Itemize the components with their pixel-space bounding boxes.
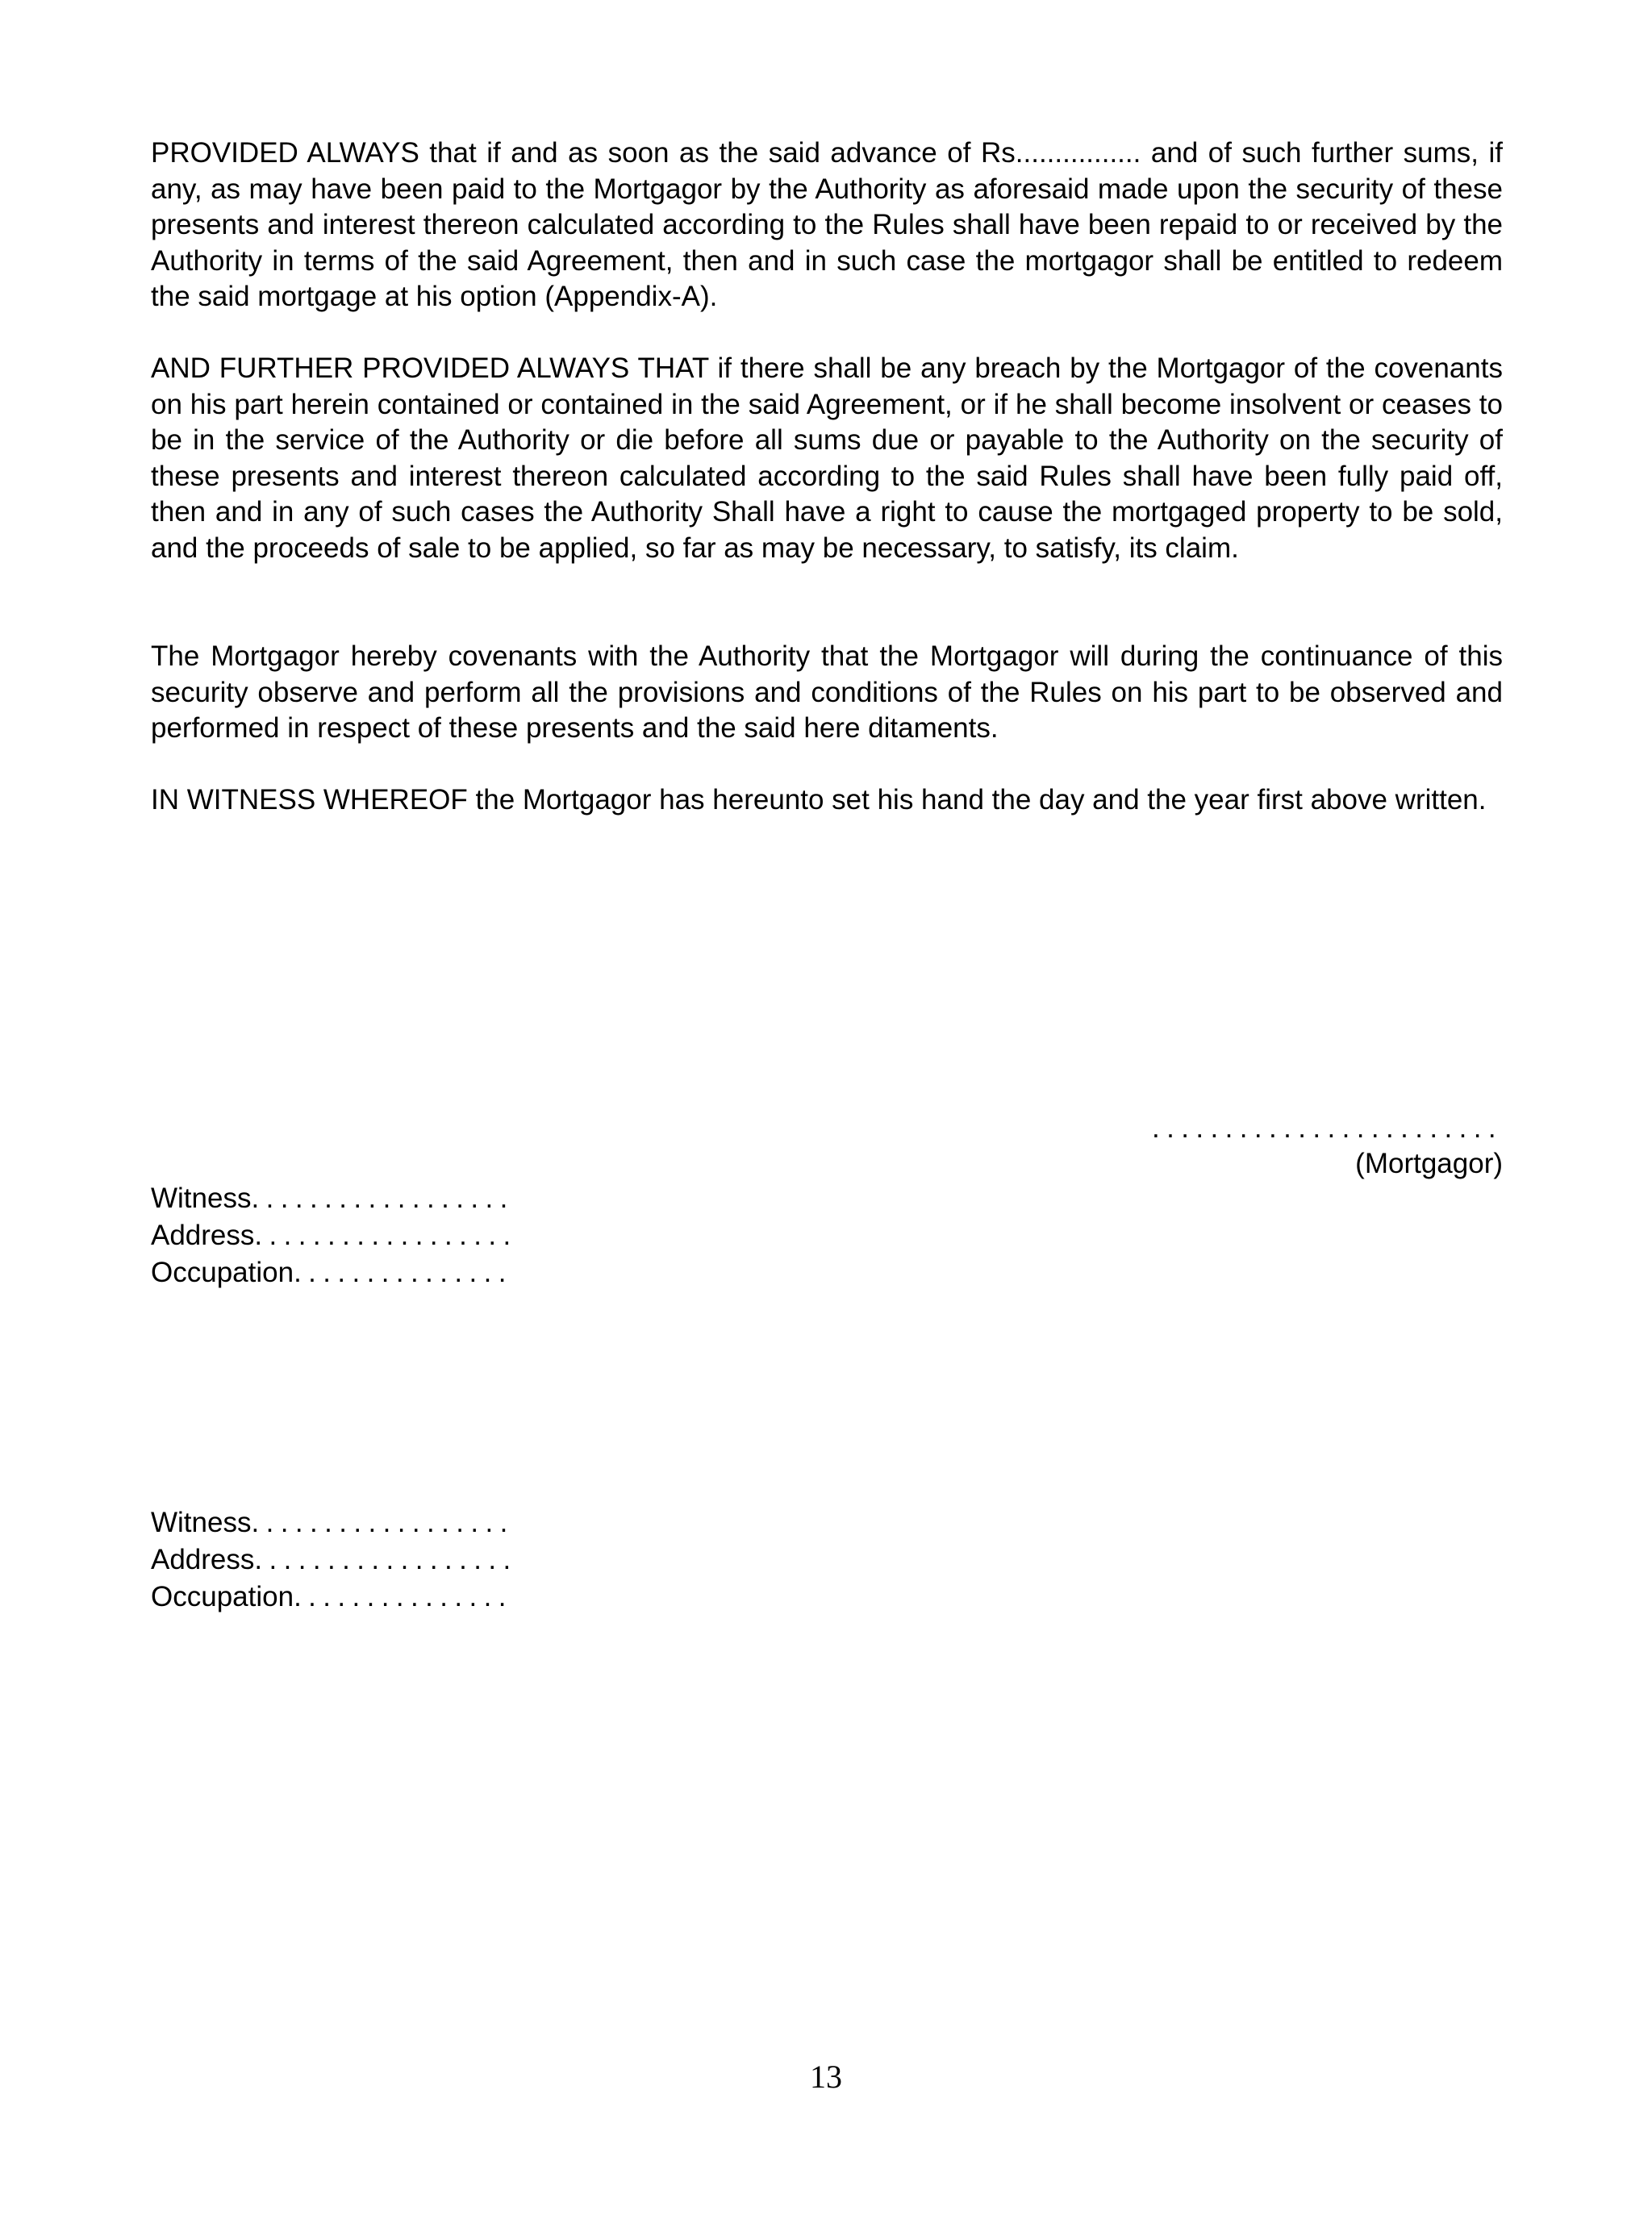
occupation-dots: ............... <box>294 1257 513 1288</box>
proviso-paragraph: PROVIDED ALWAYS that if and as soon as the said advance of Rs................ and of such further sums, if any, as may have been paid to the Mortgagor by the Authority as aforesaid made upon the security of these presents and interest thereon calculated according to the Rules shall have been repaid to or received by the Authority in terms of the said Agreement, then and in such case the mortgagor shall be entitled to redeem the said mortgage at his option (Appendix-A). <box>151 137 1503 313</box>
witness-whereof-paragraph: IN WITNESS WHEREOF the Mortgagor has hereunto set his hand the day and the year first above written. <box>151 784 1487 816</box>
address-dots: .................. <box>254 1544 518 1575</box>
mortgagor-signature-line: ........................ <box>1152 1112 1503 1144</box>
witness-line <box>151 1504 518 1541</box>
witness-label: Witness <box>151 1507 252 1538</box>
page-number: 13 <box>810 2059 842 2095</box>
occupation-dots: ............... <box>294 1581 513 1612</box>
address-dots: .................. <box>254 1220 518 1251</box>
witness-line <box>151 1180 518 1217</box>
covenant-paragraph: The Mortgagor hereby covenants with the Authority that the Mortgagor will during the continuance of this security observe and perform all the provisions and conditions of the Rules on his part to be observed and performed in respect of these presents and the said here ditaments. <box>151 640 1503 745</box>
further-proviso-paragraph: AND FURTHER PROVIDED ALWAYS THAT if there shall be any breach by the Mortgagor of the covenants on his part herein contained or contained in the said Agreement, or if he shall become insolvent or ceases to be in the service of the Authority or die before all sums due or payable to the Authority on the security of these presents and interest thereon calculated according to the said Rules shall have been fully paid off, then and in any of such cases the Authority Shall have a right to cause the mortgaged property to be sold, and the proceeds of sale to be applied, so far as may be necessary, to satisfy, its claim. <box>151 352 1503 564</box>
occupation-label: Occupation <box>151 1257 294 1288</box>
witness-label: Witness <box>151 1183 252 1214</box>
occupation-label: Occupation <box>151 1581 294 1612</box>
address-label: Address <box>151 1544 255 1575</box>
witness-block-1 <box>151 1180 518 1291</box>
mortgagor-label: (Mortgagor) <box>1355 1148 1503 1179</box>
occupation-line <box>151 1579 518 1616</box>
address-label: Address <box>151 1220 255 1251</box>
address-line <box>151 1217 518 1254</box>
witness-dots: .................. <box>251 1183 515 1214</box>
address-line <box>151 1541 518 1579</box>
witness-block-2 <box>151 1504 518 1616</box>
occupation-line <box>151 1254 518 1291</box>
witness-dots: .................. <box>251 1507 515 1538</box>
